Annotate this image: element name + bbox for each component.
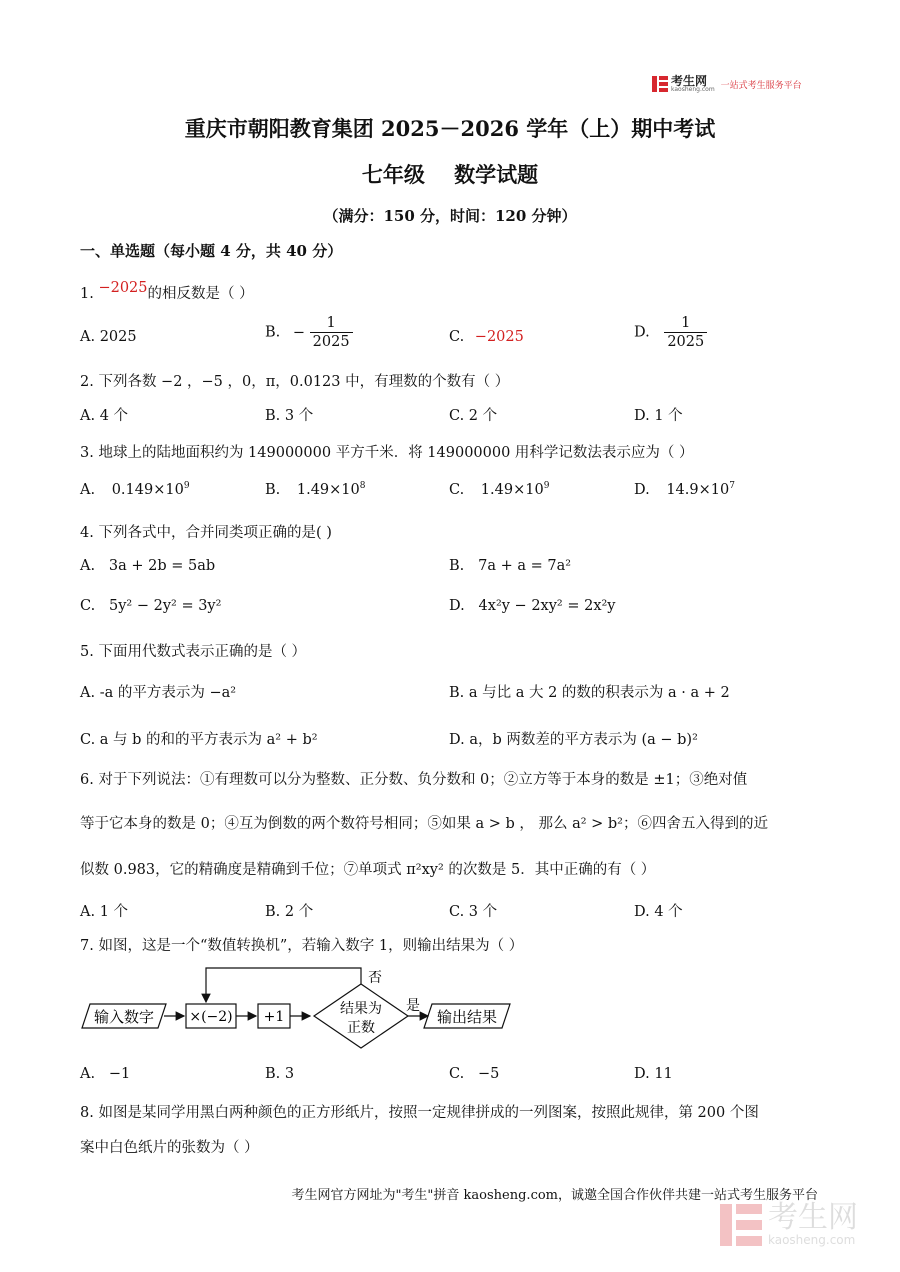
q1-number: 1. [80, 286, 94, 302]
q3-a-label: A. [80, 481, 96, 498]
q1-option-a [80, 329, 137, 345]
q1-d-label: D. [634, 324, 650, 341]
question-4: 4. 下列各式中，合并同类项正确的是( ) [80, 525, 332, 541]
q7-flowchart [78, 962, 518, 1050]
q3-d-exponent: 7 [729, 481, 735, 491]
question-6-line-1: 6. 对于下列说法：①有理数可以分为整数、正分数、负分数和 0；②立方等于本身的数是 ±1；③绝对值 [80, 772, 748, 788]
q3-b-label: B. [265, 481, 281, 498]
q1-b-sign: − [292, 324, 306, 341]
q7-option-b: B. 3 [265, 1066, 295, 1082]
q1-a-value: 2025 [99, 329, 137, 345]
q3-d-base: 14.9×10 [666, 481, 730, 498]
q1-d-denominator: 2025 [667, 334, 705, 350]
q1-b-label: B. [265, 324, 281, 341]
q4-option-c: C. 5y² − 2y² = 3y² [80, 598, 222, 614]
question-1 [80, 282, 254, 303]
flow-no-label: 否 [368, 970, 382, 986]
watermark-logo-icon [720, 1204, 762, 1246]
flow-decision-line-2: 正数 [347, 1020, 375, 1036]
q1-c-value: −2025 [474, 329, 524, 345]
q1-a-label: A. [80, 329, 96, 345]
question-7: 7. 如图，这是一个“数值转换机”，若输入数字 1，则输出结果为（ ） [80, 938, 524, 954]
header-logo [652, 74, 802, 94]
exam-meta: （满分：150 分，时间：120 分钟） [323, 207, 577, 225]
q7-option-a: A. −1 [80, 1066, 131, 1082]
q2-option-d: D. 1 个 [634, 408, 683, 424]
logo-name-text: 考生网 [671, 73, 708, 88]
question-5: 5. 下面用代数式表示正确的是（ ） [80, 644, 307, 660]
question-8-line-1: 8. 如图是某同学用黑白两种颜色的正方形纸片，按照一定规律拼成的一列图案，按照此规律，第 200 个图 [80, 1105, 759, 1121]
q1-b-numerator: 1 [310, 314, 353, 333]
q5-option-b: B. a 与比 a 大 2 的数的积表示为 a · a + 2 [449, 685, 730, 701]
q4-option-a: A. 3a + 2b = 5ab [80, 558, 216, 574]
q3-a-base: 0.149×10 [111, 481, 184, 498]
q5-option-a: A. -a 的平方表示为 −a² [80, 685, 237, 701]
watermark [720, 1200, 858, 1247]
q3-c-label: C. [449, 481, 465, 498]
question-8-line-2: 案中白色纸片的张数为（ ） [80, 1140, 259, 1156]
q3-option-b [265, 481, 366, 498]
footer-note: 考生网官方网址为"考生"拼音 kaosheng.com，诚邀全国合作伙伴共建一站式考生服务平台 [291, 1188, 818, 1203]
watermark-text [768, 1200, 858, 1247]
question-2: 2. 下列各数 −2 ，−5 ，0，π，0.0123 中，有理数的个数有（ ） [80, 374, 510, 390]
q2-option-a: A. 4 个 [80, 408, 129, 424]
q3-b-base: 1.49×10 [296, 481, 360, 498]
exam-title: 重庆市朝阳教育集团 2025－2026 学年（上）期中考试 [184, 116, 716, 141]
q4-option-b: B. 7a + a = 7a² [449, 558, 572, 574]
q1-value: −2025 [98, 280, 148, 296]
logo-slogan: 一站式考生服务平台 [720, 80, 802, 91]
q3-c-base: 1.49×10 [480, 481, 544, 498]
exam-subtitle: 七年级 数学试题 [361, 162, 539, 187]
q1-text: 的相反数是（ ） [147, 286, 254, 302]
q3-a-exponent: 9 [183, 481, 190, 491]
q5-option-d: D. a，b 两数差的平方表示为 (a − b)² [449, 732, 698, 748]
q1-b-fraction [310, 314, 353, 351]
q6-option-a: A. 1 个 [80, 904, 129, 920]
q3-option-d [634, 481, 735, 498]
q1-option-b [265, 314, 353, 351]
watermark-name: 考生网 [768, 1200, 858, 1235]
logo-name [671, 73, 715, 93]
flow-add-label: +1 [263, 1009, 285, 1025]
question-6-line-2: 等于它本身的数是 0；④互为倒数的两个数符号相同；⑤如果 a > b ， 那么 a² > b²；⑥四舍五入得到的近 [80, 816, 768, 832]
question-3: 3. 地球上的陆地面积约为 149000000 平方千米．将 149000000 用科学记数法表示应为（ ） [80, 445, 694, 461]
q3-option-c [449, 481, 549, 498]
section-heading: 一、单选题（每小题 4 分，共 40 分） [80, 242, 343, 260]
logo-domain: kaosheng.com [671, 85, 715, 93]
q6-option-b: B. 2 个 [265, 904, 314, 920]
kaosheng-logo-icon [652, 76, 668, 92]
q3-b-exponent: 8 [359, 481, 366, 491]
q1-d-fraction [664, 314, 707, 351]
q1-d-numerator: 1 [664, 314, 707, 333]
q7-option-c: C. −5 [449, 1066, 500, 1082]
q1-option-d [634, 314, 707, 351]
flow-output-label: 输出结果 [436, 1008, 498, 1026]
q1-b-denominator: 2025 [312, 334, 350, 350]
watermark-domain: kaosheng.com [768, 1233, 856, 1247]
q5-option-c: C. a 与 b 的和的平方表示为 a² + b² [80, 732, 318, 748]
flow-yes-label: 是 [406, 998, 420, 1014]
q7-option-d: D. 11 [634, 1066, 673, 1082]
flow-decision-line-1: 结果为 [340, 1001, 382, 1017]
question-6-line-3: 似数 0.983，它的精确度是精确到千位；⑦单项式 π²xy² 的次数是 5．其中正确的有（ ） [80, 862, 656, 878]
q2-option-b: B. 3 个 [265, 408, 314, 424]
flow-no-loop-arrow [206, 968, 361, 1002]
flow-input-label: 输入数字 [93, 1008, 155, 1026]
q3-option-a [80, 481, 190, 498]
q6-option-c: C. 3 个 [449, 904, 498, 920]
q3-c-exponent: 9 [543, 481, 550, 491]
q2-option-c: C. 2 个 [449, 408, 498, 424]
q1-option-c [449, 329, 524, 345]
q1-c-label: C. [449, 329, 465, 345]
q6-option-d: D. 4 个 [634, 904, 683, 920]
q3-d-label: D. [634, 481, 650, 498]
flow-multiply-label: ×(−2) [189, 1009, 233, 1025]
q4-option-d: D. 4x²y − 2xy² = 2x²y [449, 598, 616, 614]
